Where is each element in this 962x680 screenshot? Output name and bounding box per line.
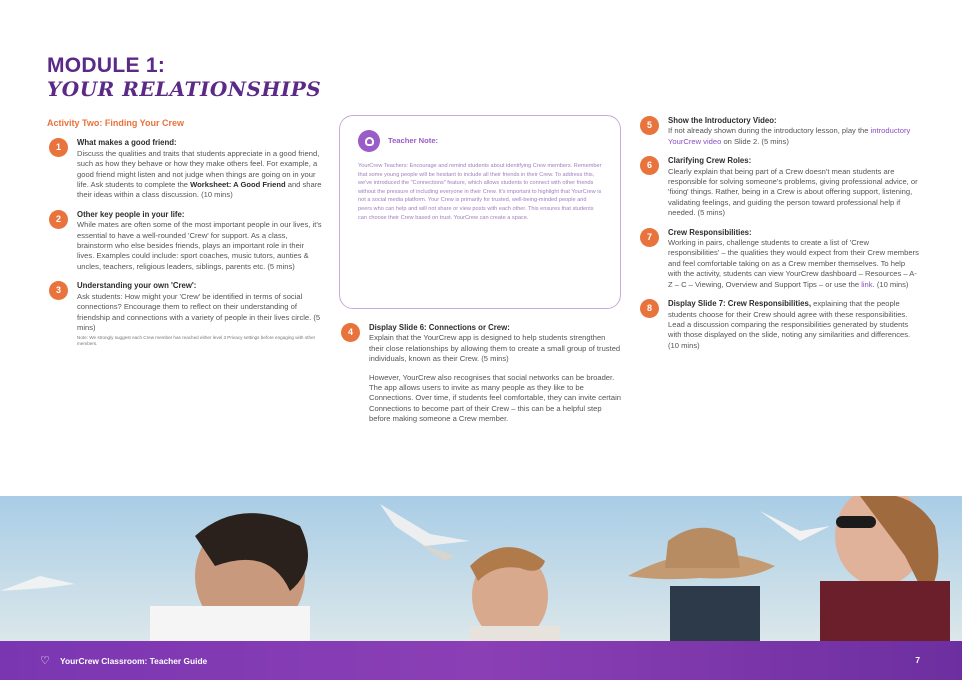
step-title: Clarifying Crew Roles: bbox=[668, 156, 752, 166]
heart-icon: ♡ bbox=[40, 654, 50, 667]
step-number: 3 bbox=[49, 281, 68, 300]
fine-print: Note: We strongly suggest each Crew member has reached either level 3 Privacy settings before engaging with other members. bbox=[77, 335, 316, 346]
resource-link[interactable]: link bbox=[861, 279, 873, 289]
beach-friends-photo bbox=[0, 496, 962, 641]
step-body-text: If not already shown during the introductory lesson, play the bbox=[668, 126, 871, 136]
step-item bbox=[638, 116, 920, 147]
step-body-text: explaining that the people students choose for their Crew should agree with these responsibilities. Lead a discussion comparing the responsibilities generated by students with those displayed on the slide, noting any similarities and differences. (10 mins) bbox=[668, 299, 911, 350]
step-body-text: . (10 mins) bbox=[872, 279, 909, 289]
step-body-text: Working in pairs, challenge students to create a list of 'Crew responsibilities' – the qualities they would expect from their Crew members and feel comfortable taking on as a Crew member themselves. To help with the activity, students can view YourCrew dashboard – Resources – A-Z – C – Viewing, Overview and Support Tips – or use the bbox=[668, 238, 919, 289]
step-body: Ask students: How might your 'Crew' be identified in terms of social connections? Encourage them to reflect on their understanding of friendship and connections with a variety of people in their lives circle. (5 mins) bbox=[77, 291, 321, 332]
step-item bbox=[638, 299, 920, 351]
footer-title: YourCrew Classroom: Teacher Guide bbox=[60, 655, 208, 666]
column-left bbox=[47, 118, 323, 356]
step-title: Show the Introductory Video: bbox=[668, 116, 777, 125]
step-title: Display Slide 7: Crew Responsibilities, bbox=[668, 299, 811, 309]
step-number: 6 bbox=[640, 156, 659, 175]
step-title: Display Slide 6: Connections or Crew: bbox=[369, 323, 510, 332]
step-body bbox=[77, 149, 323, 201]
step-number: 5 bbox=[640, 116, 659, 135]
step-number: 8 bbox=[640, 299, 659, 318]
step-item bbox=[47, 281, 323, 346]
page-number: 7 bbox=[915, 655, 920, 665]
step-number: 4 bbox=[341, 323, 360, 342]
module-title: MODULE 1: bbox=[47, 54, 166, 77]
step-item bbox=[638, 156, 920, 218]
step-body bbox=[668, 299, 920, 351]
step-title: Crew Responsibilities: bbox=[668, 227, 752, 237]
title-block bbox=[47, 54, 347, 100]
teacher-note-box bbox=[339, 115, 621, 309]
step-body: Clearly explain that being part of a Crew doesn't mean students are responsible for solving someone's problems, giving professional advice, or 'fixing' things. Rather, being in a Crew is about offering support, listening, validating feelings, and guiding the person toward professional help if needed. (5 mins) bbox=[668, 166, 918, 218]
teacher-note-title: Teacher Note: bbox=[388, 135, 439, 145]
step-body bbox=[668, 238, 920, 290]
step-body-text: on Slide 2. (5 mins) bbox=[721, 136, 789, 146]
step-number: 7 bbox=[640, 228, 659, 247]
step-body bbox=[668, 126, 920, 147]
teacher-note-header bbox=[358, 130, 604, 152]
step-title: Understanding your own 'Crew': bbox=[77, 281, 197, 291]
step-number: 2 bbox=[49, 210, 68, 229]
step-body-text: Discuss the qualities and traits that students appreciate in a good friend, such as how they behave or how they make others feel. For example, a good friend might listen and not judge when things are going on in your life. Ask students to complete the bbox=[77, 148, 320, 190]
step-item bbox=[47, 210, 323, 272]
step-title: What makes a good friend: bbox=[77, 138, 177, 148]
step-body: While mates are often some of the most important people in our lives, it's essential to have a well-rounded 'Crew' for support. As a class, brainstorm who else besides friends, plays an important role in their lives. Examples could include: sport coaches, music tutors, aunties & uncles, teachers, religious leaders, siblings, parents etc. (5 mins) bbox=[77, 220, 322, 271]
step-number: 1 bbox=[49, 138, 68, 157]
teacher-note-body: YourCrew Teachers: Encourage and remind students about identifying Crew members. Remember that some young people will be hesitant to include all their friends in their Crew. To address this, we've introduced the "Connections" feature, which allows students to connect with other friends without the pressure of including everyone in their Crew. It's important to highlight that YourCrew is not a social media platform. Your Crew is primarily for trusted, well-being-minded people and peers who can help and will not share or view posts with each other. This ensures that students can choose their Crew based on trust. YourCrew can create a space. bbox=[358, 163, 602, 221]
step-item bbox=[47, 138, 323, 200]
column-middle bbox=[339, 115, 621, 434]
step-title: Other key people in your life: bbox=[77, 209, 185, 219]
column-right bbox=[638, 116, 920, 360]
step-item bbox=[638, 228, 920, 290]
step-body-second: However, YourCrew also recognises that social networks can be broader. The app allows users to invite as many people as they like to be Connections. Over time, if students feel comfortable, they can invite certain Connections to become part of their Crew – this can be a helpful step before making someone a Crew member. bbox=[369, 372, 621, 424]
step-body: Explain that the YourCrew app is designed to help students strengthen their close relationships by allowing them to create a small group of trusted individuals, known as their Crew. (5 mins) bbox=[369, 333, 621, 364]
step-item bbox=[339, 323, 621, 425]
footer-bar bbox=[0, 641, 962, 680]
step-body-text: and share their ideas within a class discussion. (10 mins) bbox=[77, 180, 322, 200]
module-subtitle: YOUR RELATIONSHIPS bbox=[47, 77, 322, 101]
video-link[interactable]: introductory YourCrew video bbox=[668, 126, 911, 146]
activity-title: Activity Two: Finding Your Crew bbox=[47, 118, 185, 128]
worksheet-name: Worksheet: A Good Friend bbox=[190, 180, 286, 190]
hero-photo bbox=[0, 496, 962, 641]
lightbulb-icon bbox=[358, 130, 380, 152]
